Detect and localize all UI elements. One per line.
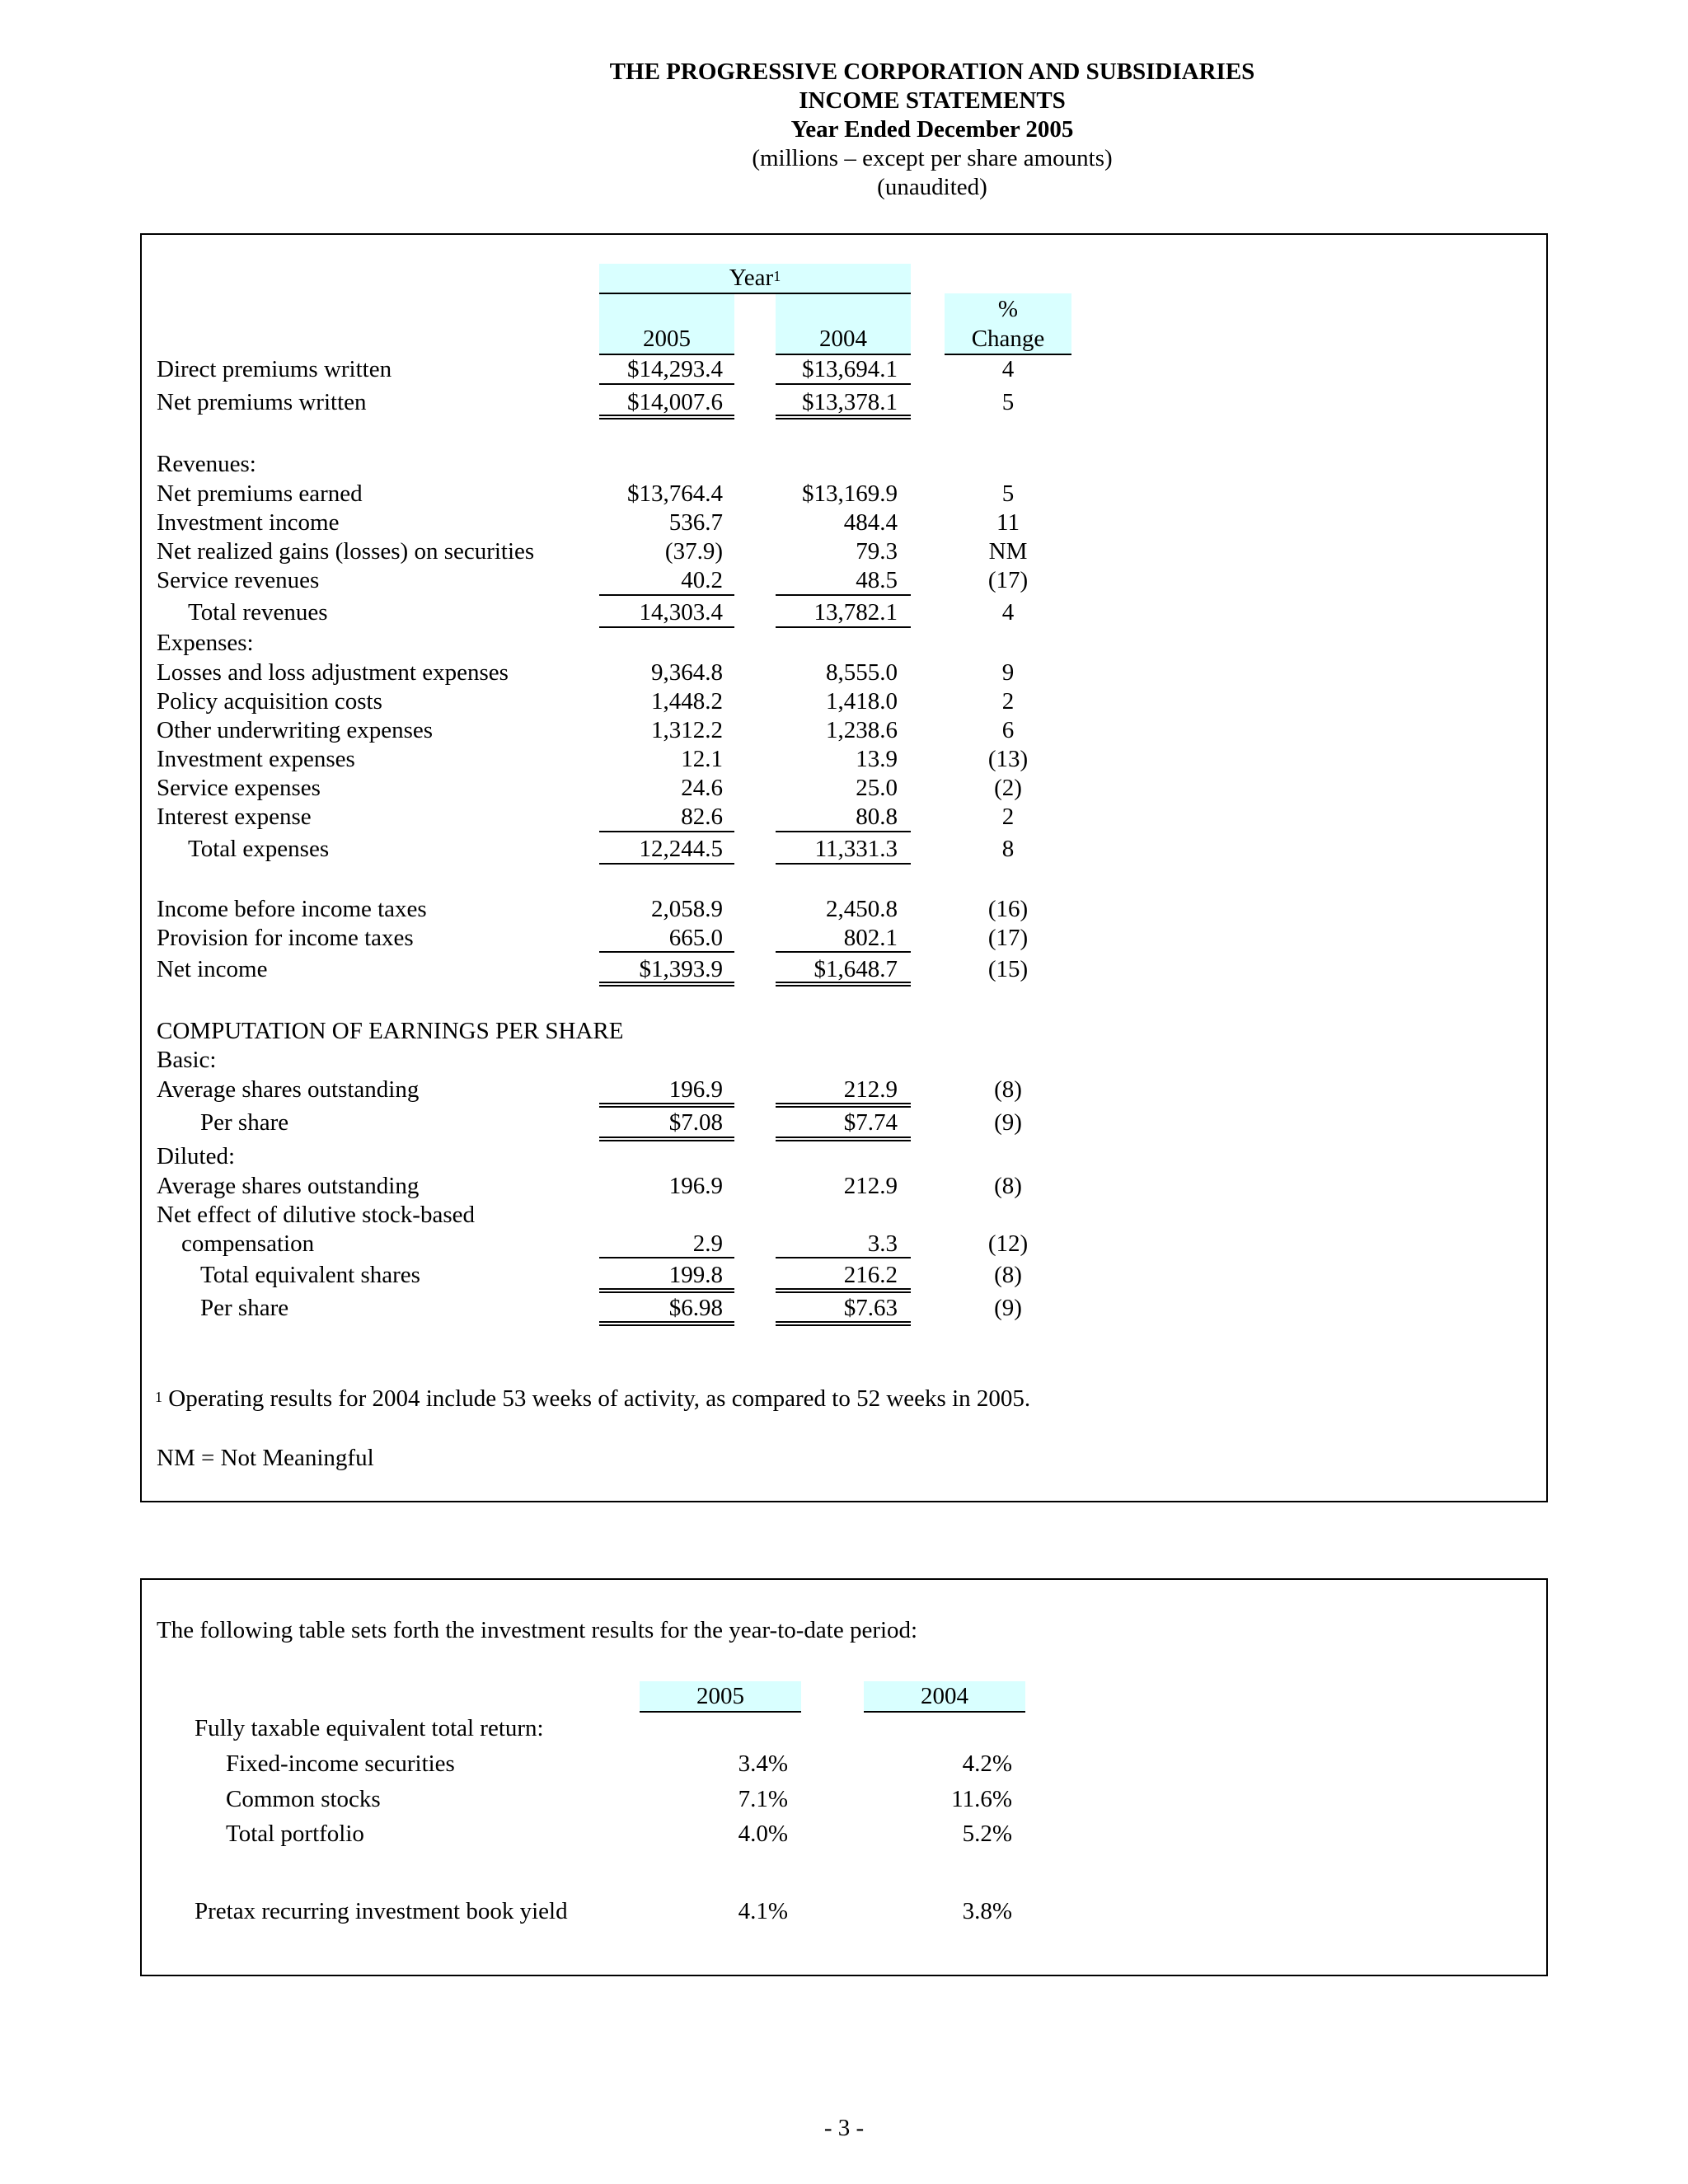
rule bbox=[776, 1324, 911, 1326]
row-label: Income before income taxes bbox=[157, 896, 427, 922]
row-label: Per share bbox=[200, 1109, 289, 1136]
year-header-rule bbox=[599, 293, 911, 294]
section-label: Basic: bbox=[157, 1047, 217, 1073]
value-2005: $14,293.4 bbox=[627, 356, 723, 382]
value-pct: (17) bbox=[987, 925, 1029, 951]
value-2005: 14,303.4 bbox=[639, 599, 723, 626]
row-label: Interest expense bbox=[157, 804, 312, 830]
rule bbox=[776, 831, 911, 832]
value-2005: 24.6 bbox=[681, 775, 723, 801]
rule bbox=[599, 415, 734, 416]
value-2005: 536.7 bbox=[668, 509, 723, 536]
value-2004: 80.8 bbox=[856, 804, 898, 830]
rule bbox=[776, 1140, 911, 1141]
inv-value-2005: 4.1% bbox=[738, 1898, 788, 1924]
value-2004: 802.1 bbox=[843, 925, 898, 951]
inv-value-2005: 4.0% bbox=[738, 1821, 788, 1847]
inv-col-2005-header: 2005 bbox=[696, 1683, 744, 1709]
rule bbox=[599, 1106, 734, 1108]
value-2005: 9,364.8 bbox=[651, 659, 723, 686]
value-2005: $13,764.4 bbox=[627, 480, 723, 507]
rule bbox=[599, 1137, 734, 1138]
value-pct: 2 bbox=[1001, 804, 1015, 830]
row-label: Provision for income taxes bbox=[157, 925, 414, 951]
value-2004: 79.3 bbox=[856, 538, 898, 565]
page-number: - 3 - bbox=[823, 2115, 865, 2141]
footnote-mark: 1 bbox=[155, 1389, 162, 1405]
inv-section-label: Fully taxable equivalent total return: bbox=[195, 1715, 544, 1741]
section-label: COMPUTATION OF EARNINGS PER SHARE bbox=[157, 1018, 624, 1044]
value-pct: (8) bbox=[994, 1262, 1022, 1288]
rule bbox=[599, 1324, 734, 1326]
inv-value-2004: 5.2% bbox=[962, 1821, 1012, 1847]
row-label: Average shares outstanding bbox=[157, 1173, 420, 1199]
inv-value-2005: 7.1% bbox=[738, 1786, 788, 1812]
row-label: Net premiums written bbox=[157, 389, 367, 415]
rule bbox=[599, 383, 734, 385]
value-2004: 2,450.8 bbox=[826, 896, 898, 922]
value-pct: 11 bbox=[996, 509, 1020, 536]
value-pct: 5 bbox=[1001, 389, 1015, 415]
value-pct: (13) bbox=[987, 746, 1029, 772]
value-2005: 1,448.2 bbox=[651, 688, 723, 715]
value-2005: 196.9 bbox=[668, 1076, 723, 1103]
value-2005: (37.9) bbox=[664, 538, 723, 565]
row-label: Total expenses bbox=[188, 836, 330, 862]
rule bbox=[864, 1711, 1025, 1713]
value-2005: $7.08 bbox=[668, 1109, 723, 1136]
rule bbox=[776, 594, 911, 596]
value-2004: $13,378.1 bbox=[802, 389, 898, 415]
value-2004: 1,418.0 bbox=[826, 688, 898, 715]
inv-value-2004: 11.6% bbox=[951, 1786, 1012, 1812]
value-2004: 48.5 bbox=[856, 567, 898, 593]
rule bbox=[776, 982, 911, 983]
value-2004: 212.9 bbox=[843, 1173, 898, 1199]
units-note: (millions – except per share amounts) bbox=[752, 145, 1113, 171]
report-header bbox=[0, 58, 1688, 202]
row-label: Total revenues bbox=[188, 599, 328, 626]
value-pct: 4 bbox=[1001, 599, 1015, 626]
rule bbox=[776, 1321, 911, 1323]
rule bbox=[776, 418, 911, 419]
row-label: Investment expenses bbox=[157, 746, 355, 772]
rule bbox=[599, 951, 734, 953]
rule bbox=[599, 1321, 734, 1323]
rule bbox=[599, 1140, 734, 1141]
value-2004: $13,169.9 bbox=[802, 480, 898, 507]
value-2005: 82.6 bbox=[681, 804, 723, 830]
row-label: compensation bbox=[181, 1230, 315, 1257]
value-pct: 2 bbox=[1001, 688, 1015, 715]
row-label: Investment income bbox=[157, 509, 340, 536]
pct-header-line1: % bbox=[997, 296, 1019, 322]
value-pct: (15) bbox=[987, 956, 1029, 982]
investment-intro: The following table sets forth the investment results for the year-to-date period: bbox=[157, 1617, 918, 1643]
rule bbox=[599, 1288, 734, 1290]
value-pct: 9 bbox=[1001, 659, 1015, 686]
value-2005: 2,058.9 bbox=[651, 896, 723, 922]
rule bbox=[599, 1103, 734, 1104]
value-2004: 216.2 bbox=[843, 1262, 898, 1288]
rule bbox=[599, 594, 734, 596]
value-pct: (8) bbox=[994, 1173, 1022, 1199]
rule bbox=[599, 985, 734, 987]
value-pct: (12) bbox=[987, 1230, 1029, 1257]
inv-row-label: Total portfolio bbox=[226, 1821, 364, 1847]
value-2004: 13.9 bbox=[856, 746, 898, 772]
value-2004: 13,782.1 bbox=[814, 599, 898, 626]
section-label: Revenues: bbox=[157, 451, 256, 477]
value-2005: 12.1 bbox=[681, 746, 723, 772]
value-pct: (16) bbox=[987, 896, 1029, 922]
value-2005: 12,244.5 bbox=[639, 836, 723, 862]
row-label: Average shares outstanding bbox=[157, 1076, 420, 1103]
value-2004: $1,648.7 bbox=[814, 956, 898, 982]
rule bbox=[776, 1137, 911, 1138]
rule bbox=[599, 1257, 734, 1258]
row-label: Per share bbox=[200, 1295, 289, 1321]
value-2004: 484.4 bbox=[843, 509, 898, 536]
rule bbox=[640, 1711, 801, 1713]
value-2005: $1,393.9 bbox=[639, 956, 723, 982]
rule bbox=[776, 415, 911, 416]
company-name: THE PROGRESSIVE CORPORATION AND SUBSIDIARIES bbox=[609, 59, 1255, 85]
value-2004: 1,238.6 bbox=[826, 717, 898, 743]
col-2004-header: 2004 bbox=[819, 326, 867, 352]
nm-note: NM = Not Meaningful bbox=[157, 1445, 374, 1471]
section-label: Diluted: bbox=[157, 1143, 236, 1169]
rule bbox=[599, 1291, 734, 1293]
rule bbox=[776, 1103, 911, 1104]
inv-value-2005: 3.4% bbox=[738, 1750, 788, 1777]
inv-row-label: Common stocks bbox=[226, 1786, 381, 1812]
inv-row-label: Fixed-income securities bbox=[226, 1750, 455, 1777]
value-2004: 8,555.0 bbox=[826, 659, 898, 686]
pct-header-line2: Change bbox=[971, 326, 1045, 352]
row-label: Total equivalent shares bbox=[200, 1262, 420, 1288]
statement-period: Year Ended December 2005 bbox=[790, 116, 1074, 143]
value-2005: 199.8 bbox=[668, 1262, 723, 1288]
rule bbox=[776, 626, 911, 628]
rule bbox=[776, 1288, 911, 1290]
row-label: Losses and loss adjustment expenses bbox=[157, 659, 509, 686]
rule bbox=[776, 1291, 911, 1293]
value-2005: 665.0 bbox=[668, 925, 723, 951]
rule bbox=[599, 418, 734, 419]
value-2004: 212.9 bbox=[843, 1076, 898, 1103]
value-pct: (8) bbox=[994, 1076, 1022, 1103]
value-pct: 4 bbox=[1001, 356, 1015, 382]
value-2005: 2.9 bbox=[692, 1230, 723, 1257]
value-pct: NM bbox=[988, 538, 1028, 565]
rule bbox=[599, 831, 734, 832]
value-pct: 8 bbox=[1001, 836, 1015, 862]
value-2004: 3.3 bbox=[867, 1230, 898, 1257]
value-pct: (9) bbox=[994, 1295, 1022, 1321]
rule bbox=[776, 383, 911, 385]
row-label: Other underwriting expenses bbox=[157, 717, 434, 743]
row-label: Net effect of dilutive stock-based bbox=[157, 1202, 475, 1228]
col-2005-header: 2005 bbox=[643, 326, 691, 352]
value-2005: 196.9 bbox=[668, 1173, 723, 1199]
row-label: Net premiums earned bbox=[157, 480, 363, 507]
year-header: Year$^1$ bbox=[729, 265, 781, 291]
rule bbox=[599, 982, 734, 983]
value-2005: $14,007.6 bbox=[627, 389, 723, 415]
value-pct: (17) bbox=[987, 567, 1029, 593]
value-pct: 6 bbox=[1001, 717, 1015, 743]
footnote: $^1$ Operating results for 2004 include 53 weeks of activity, as compared to 52 weeks in 2005. bbox=[155, 1385, 1031, 1412]
value-2005: 40.2 bbox=[681, 567, 723, 593]
row-label: Net realized gains (losses) on securities bbox=[157, 538, 535, 565]
row-label: Direct premiums written bbox=[157, 356, 392, 382]
rule bbox=[599, 863, 734, 865]
value-2004: 11,331.3 bbox=[814, 836, 898, 862]
value-pct: (9) bbox=[994, 1109, 1022, 1136]
audit-note: (unaudited) bbox=[877, 174, 987, 200]
value-pct: (2) bbox=[994, 775, 1022, 801]
inv-col-2004-header: 2004 bbox=[921, 1683, 968, 1709]
row-label: Service expenses bbox=[157, 775, 321, 801]
value-pct: 5 bbox=[1001, 480, 1015, 507]
value-2004: $7.63 bbox=[843, 1295, 898, 1321]
rule bbox=[776, 1257, 911, 1258]
row-label: Net income bbox=[157, 956, 268, 982]
row-label: Policy acquisition costs bbox=[157, 688, 382, 715]
row-label: Service revenues bbox=[157, 567, 320, 593]
inv-row-label: Pretax recurring investment book yield bbox=[195, 1898, 568, 1924]
inv-value-2004: 4.2% bbox=[962, 1750, 1012, 1777]
value-2004: 25.0 bbox=[856, 775, 898, 801]
rule bbox=[776, 951, 911, 953]
value-2004: $7.74 bbox=[843, 1109, 898, 1136]
value-2004: $13,694.1 bbox=[802, 356, 898, 382]
inv-value-2004: 3.8% bbox=[962, 1898, 1012, 1924]
rule bbox=[776, 863, 911, 865]
rule bbox=[776, 1106, 911, 1108]
section-label: Expenses: bbox=[157, 630, 254, 656]
statement-title: INCOME STATEMENTS bbox=[799, 87, 1066, 114]
value-2005: 1,312.2 bbox=[651, 717, 723, 743]
value-2005: $6.98 bbox=[668, 1295, 723, 1321]
rule bbox=[776, 985, 911, 987]
rule bbox=[599, 626, 734, 628]
